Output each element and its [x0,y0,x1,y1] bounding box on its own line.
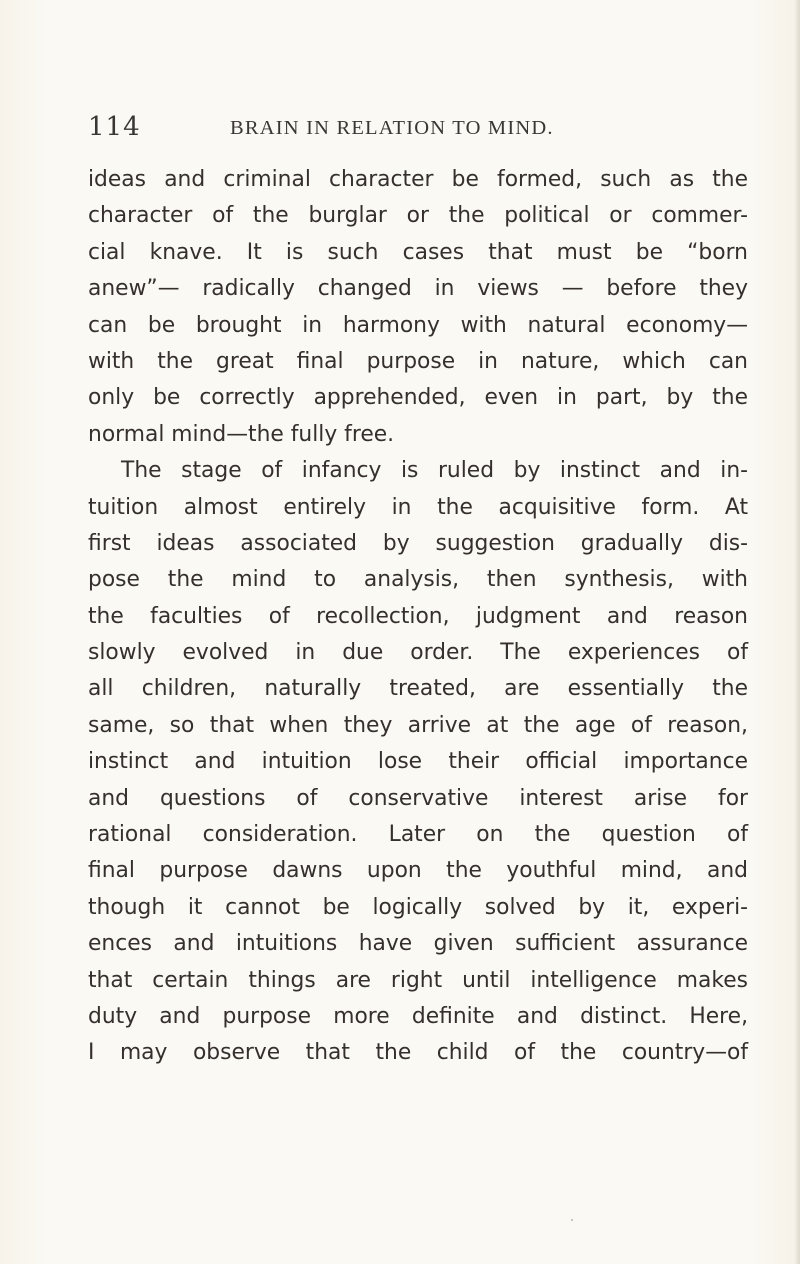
text-line: the faculties of recollection, judgment and reason [88,603,748,629]
text-line: character of the burglar or the political or commer- [88,203,748,229]
text-line: pose the mind to analysis, then synthesis, with [88,567,748,593]
text-line: only be correctly apprehended, even in part, by the [88,385,748,411]
text-line: instinct and intuition lose their official importance [88,749,748,775]
page-body-text [88,162,748,1072]
text-line: and questions of conservative interest arise for [88,785,748,811]
running-title: BRAIN IN RELATION TO MIND. [230,117,554,139]
text-line: can be brought in harmony with natural economy— [88,312,748,338]
page-edge-shadow [794,0,800,1264]
text-line: all children, naturally treated, are essentially the [88,676,748,702]
text-line: ences and intuitions have given sufficient assurance [88,931,748,957]
text-line: final purpose dawns upon the youthful mind, and [88,858,748,884]
paper-speck [571,1219,573,1221]
text-line: cial knave. It is such cases that must be “born [88,239,748,265]
text-line-paragraph-end: normal mind—the fully free. [88,421,395,447]
text-line: I may observe that the child of the country—of [88,1040,748,1066]
text-line: anew”— radically changed in views — before they [88,276,748,302]
text-line: first ideas associated by suggestion gradually dis- [88,530,748,556]
text-line: same, so that when they arrive at the age of reason, [88,712,748,738]
text-line: ideas and criminal character be formed, such as the [88,167,748,192]
text-line: though it cannot be logically solved by it, experi- [88,894,748,920]
text-line: that certain things are right until intelligence makes [88,967,748,993]
text-line: with the great final purpose in nature, which can [88,348,748,374]
text-line-paragraph-start: The stage of infancy is ruled by instinct and in- [121,458,748,484]
text-line: tuition almost entirely in the acquisitive form. At [88,494,748,520]
page-number: 114 [88,112,141,142]
text-line: slowly evolved in due order. The experiences of [88,640,748,666]
text-line: rational consideration. Later on the question of [88,822,748,848]
running-head [88,111,748,143]
text-line: duty and purpose more definite and distinct. Here, [88,1003,748,1029]
